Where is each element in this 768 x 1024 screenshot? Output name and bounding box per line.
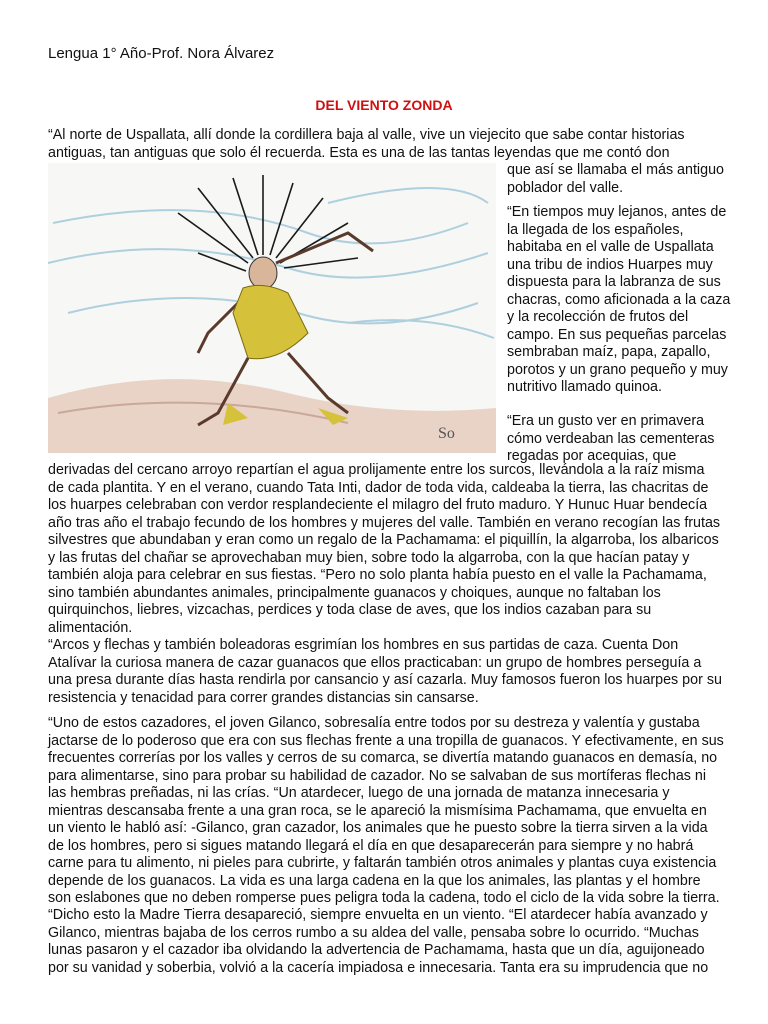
side-paragraph-2: “En tiempos muy lejanos, antes de la llegada de los españoles, habitaba en el valle de Uspallata una tribu de indios Huarpes muy dispuesta para la labranza de sus chacras, como aficionada a la caza y la recolección de frutos del campo. En sus pequeñas parcelas sembraban maíz, papa, zapallo, porotos y un grano pequeño y muy nutritivo llamado quinoa.	[507, 204, 731, 395]
illustration-wind-dancer	[48, 163, 496, 453]
intro-paragraph: “Al norte de Uspallata, allí donde la cordillera baja al valle, vive un viejecito que sabe contar historias antiguas, tan antiguas que solo él recuerda. Esta es una de las tantas leyendas que me contó don	[48, 127, 685, 161]
paragraph-arcos: “Arcos y flechas y también boleadoras esgrimían los hombres en sus partidas de caza. Cuenta Don Atalívar la curiosa manera de cazar guanacos que ellos practicaban: un grupo de hombres perseguía a una presa durante días hasta rendirla por cansancio y así cazarla. Muy famosos fueron los huarpes por su resistencia y tenacidad para correr grandes distancias sin cansarse.	[48, 637, 722, 706]
paragraph-dicho: “Dicho esto la Madre Tierra desapareció, siempre envuelta en un viento. “El atardecer había avanzado y Gilanco, mientras bajaba de los cerros rumbo a su aldea del valle, pensaba sobre lo ocurrido. “Muchas lunas pasaron y el cazador iba olvidando la advertencia de Pachamama, hasta que un día, aguijoneado por su vanidad y soberbia, volvió a la cacería impiadosa e innecesaria. Tanta era su imprudencia que no	[48, 907, 709, 976]
paragraph-primavera: derivadas del cercano arroyo repartían el agua prolijamente entre los surcos, llevándola a la raíz misma de cada plantita. Y en el verano, cuando Tata Inti, dador de toda vida, caldeaba la tierra, las chacritas de los huarpes celebraban con verdor resplandeciente el milagro del fruto maduro. Y Hunuc Huar bendecía año tras año el trabajo fecundo de los hombres y mujeres del valle. También en verano recogían las frutas silvestres que abundaban y eran como un regalo de la Pachamama: el piquillín, la algarroba, los albaricos y las frutas del chañar se aprovechaban muy bien, sobre todo la algarroba, con la que hacían patay y también aloja para celebrar en sus fiestas. “Pero no solo planta había puesto en el valle la Pachamama, sino también abundantes animales, principalmente guanacos y choiques, aunque no faltaban los quirquinchos, liebres, vizcachas, perdices y toda clase de aves, que los indios cazaban para su alimentación.	[48, 462, 721, 636]
side-paragraph-1: que así se llamaba el más antiguo poblador del valle.	[507, 162, 724, 196]
side-paragraph-3: “Era un gusto ver en primavera cómo verdeaban las cementeras regadas por acequias, que	[507, 413, 715, 464]
paragraph-gilanco: “Uno de estos cazadores, el joven Gilanco, sobresalía entre todos por su destreza y valentía y gustaba jactarse de lo poderoso que era con sus flechas frente a una tropilla de guanacos. Y efectivamente, en sus frecuentes correrías por los valles y cerros de su comarca, se divertía matando guanacos en demasía, no para alimentarse, sino para probar su habilidad de cazador. No se salvaban de sus mortíferas flechas ni las hembras preñadas, ni las crías. “Un atardecer, luego de una jornada de matanza innecesaria y mientras descansaba frente a una gran roca, se le apareció la mismísima Pachamama, que envuelta en un viento le habló así: -Gilanco, gran cazador, los animales que he puesto sobre la tierra sirven a la vida de los hombres, pero si sigues matando llegará el día en que desaparecerán para siempre y no habrá carne para tu alimento, ni pieles para cubrirte, y faltarán también otros animales y plantas cuya existencia depende de los guanacos. La vida es una larga cadena en la que los animales, las plantas y el hombre son eslabones que no deben romperse pues peligra toda la cadena, todo el ciclo de la vida sobre la tierra.	[48, 715, 724, 906]
svg-text:So: So	[438, 425, 455, 442]
story-title: DEL VIENTO ZONDA	[315, 97, 453, 113]
page-header: Lengua 1° Año-Prof. Nora Álvarez	[48, 45, 275, 62]
